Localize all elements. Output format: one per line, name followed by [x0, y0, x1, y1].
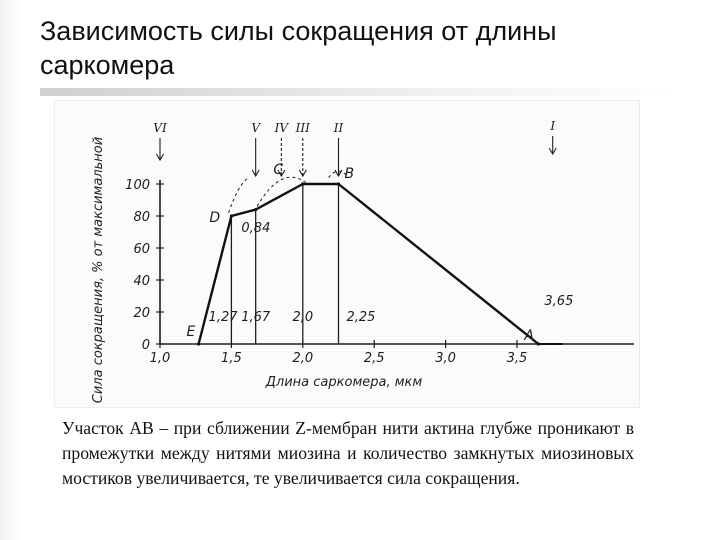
slide-corner-decoration: [0, 0, 24, 540]
point-label-e: E: [186, 324, 196, 340]
y-tick-label: 80: [133, 210, 150, 225]
x-tick-label: 1,0: [149, 351, 171, 366]
roman-marker: V: [251, 121, 261, 135]
y-tick-label: 40: [133, 274, 150, 289]
x-tick-label: 2,0: [292, 351, 314, 366]
point-label-b: B: [344, 166, 355, 182]
value-annotation: 1,27: [208, 309, 238, 325]
x-tick-label: 3,0: [435, 351, 456, 366]
point-label-c: C: [273, 162, 284, 178]
roman-marker: VI: [153, 121, 167, 135]
value-annotation: 2,25: [346, 309, 376, 325]
value-annotation: 1,67: [241, 309, 271, 325]
x-tick-label: 1,5: [221, 351, 242, 366]
value-annotation: 3,65: [544, 294, 574, 310]
y-tick-label: 100: [125, 178, 150, 193]
x-axis-label: Длина саркомера, мкм: [265, 375, 423, 390]
dashed-arc-c: [257, 177, 306, 206]
y-axis-label: Сила сокращения, % от максимальной: [91, 136, 106, 404]
roman-marker: I: [550, 119, 556, 133]
value-annotation: 2,0: [292, 309, 314, 325]
slide-caption: Участок АВ – при сближении Z-мембран нити актина глубже проникают в промежутки между нитями миозина и количество замкнутых миозиновых мостиков увеличивается, те увеличивается сила сокращения.: [62, 418, 634, 488]
y-tick-label: 0: [141, 338, 150, 353]
point-label-d: D: [209, 210, 221, 226]
curve-point: [337, 182, 340, 185]
value-annotation: 0,84: [241, 221, 271, 236]
x-tick-label: 3,5: [506, 351, 528, 366]
y-tick-label: 20: [133, 306, 150, 321]
curve-point: [197, 342, 200, 345]
chart-axes: [125, 178, 634, 366]
roman-marker: II: [333, 121, 344, 135]
curve-point: [230, 214, 233, 217]
point-label-a: A: [524, 328, 534, 344]
curve-point: [254, 208, 257, 211]
chart-labels: [153, 119, 573, 344]
sarcomere-force-chart: [54, 100, 638, 406]
y-tick-label: 60: [133, 242, 150, 257]
slide-title: Зависимость силы сокращения от длины саркомера: [40, 16, 557, 80]
title-underline: [40, 88, 680, 96]
x-tick-label: 2,5: [363, 351, 385, 366]
roman-marker: III: [295, 121, 310, 135]
roman-marker: IV: [274, 121, 289, 135]
curve-point: [301, 182, 304, 185]
dashed-arc-d: [229, 178, 249, 213]
